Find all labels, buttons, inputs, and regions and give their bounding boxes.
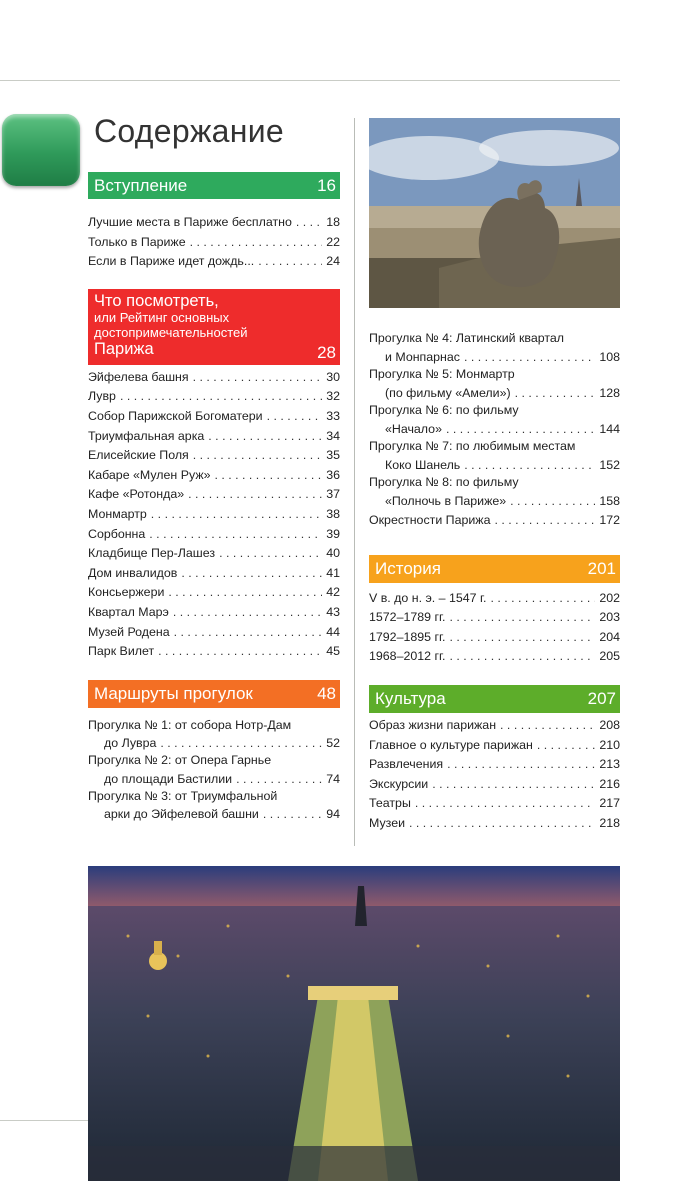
toc-entry[interactable]: Консьержери . . . 42: [88, 583, 340, 603]
toc-entry[interactable]: 1792–1895 гг. . . . 204: [369, 628, 620, 648]
toc-entry[interactable]: Прогулка № 6: по фильму «Начало» . . . 144: [369, 402, 620, 438]
history-section: [369, 555, 620, 667]
bottom-left-rule: [0, 1120, 88, 1121]
toc-entry[interactable]: Лучшие места в Париже бесплатно . . . 18: [88, 213, 340, 233]
routes-page: 48: [317, 683, 336, 703]
sights-label-3: достопримечательностей: [94, 324, 248, 340]
toc-entry[interactable]: Кафе «Ротонда» . . . 37: [88, 485, 340, 505]
culture-section: [369, 685, 620, 834]
toc-entry[interactable]: Музей Родена . . . 44: [88, 623, 340, 643]
toc-entry[interactable]: Театры . . . 217: [369, 794, 620, 814]
sights-label-1: Что посмотреть,: [94, 291, 219, 310]
left-column: [88, 172, 340, 823]
toc-entry[interactable]: Эйфелева башня . . . 30: [88, 368, 340, 388]
culture-list: [369, 716, 620, 834]
toc-entry[interactable]: Развлечения . . . 213: [369, 755, 620, 775]
intro-header[interactable]: [88, 172, 340, 199]
column-divider: [354, 118, 355, 846]
culture-page: 207: [587, 688, 616, 708]
top-rule: [0, 80, 620, 81]
toc-entry[interactable]: V в. до н. э. – 1547 г. . . . 202: [369, 589, 620, 609]
sights-list: [88, 368, 340, 662]
toc-entry[interactable]: Только в Париже . . . 22: [88, 233, 340, 253]
sights-label-4: Парижа: [94, 339, 154, 358]
toc-entry[interactable]: 1968–2012 гг. . . . 205: [369, 647, 620, 667]
history-list: [369, 589, 620, 667]
toc-entry[interactable]: Окрестности Парижа . . . 172: [369, 511, 620, 531]
sights-label-2: или Рейтинг основных: [94, 309, 230, 325]
routes-header[interactable]: [88, 680, 340, 708]
routes-label: Маршруты прогулок: [94, 683, 253, 703]
intro-list: [88, 213, 340, 272]
toc-entry[interactable]: Прогулка № 5: Монмартр (по фильму «Амели») . . . 128: [369, 366, 620, 402]
toc-entry[interactable]: Кабаре «Мулен Руж» . . . 36: [88, 466, 340, 486]
toc-entry[interactable]: Прогулка № 7: по любимым местам Коко Шанель . . . 152: [369, 438, 620, 474]
toc-entry[interactable]: Собор Парижской Богоматери . . . 33: [88, 407, 340, 427]
toc-entry[interactable]: Елисейские Поля . . . 35: [88, 446, 340, 466]
intro-section: [88, 172, 340, 272]
toc-entry[interactable]: Квартал Марэ . . . 43: [88, 603, 340, 623]
paris-night-photo: [88, 866, 620, 1181]
toc-entry[interactable]: Прогулка № 4: Латинский квартал и Монпарнас . . . 108: [369, 330, 620, 366]
history-header[interactable]: [369, 555, 620, 583]
toc-entry[interactable]: Главное о культуре парижан . . . 210: [369, 736, 620, 756]
toc-entry[interactable]: Если в Париже идет дождь... . . . 24: [88, 252, 340, 272]
walks-list: [369, 330, 620, 531]
toc-entry[interactable]: Триумфальная арка . . . 34: [88, 427, 340, 447]
toc-entry[interactable]: Прогулка № 1: от собора Нотр-Дам до Лувра . . . 52: [88, 717, 340, 753]
toc-entry[interactable]: Парк Вилет . . . 45: [88, 642, 340, 662]
culture-label: Культура: [375, 688, 446, 708]
routes-section: [88, 680, 340, 824]
intro-label: Вступление: [94, 175, 188, 195]
toc-entry[interactable]: Прогулка № 8: по фильму «Полночь в Париже» . . . 158: [369, 474, 620, 510]
sights-header[interactable]: [88, 289, 340, 365]
toc-entry[interactable]: Музеи . . . 218: [369, 814, 620, 834]
toc-entry[interactable]: Кладбище Пер-Лашез . . . 40: [88, 544, 340, 564]
toc-entry[interactable]: Дом инвалидов . . . 41: [88, 564, 340, 584]
history-page: 201: [587, 558, 616, 578]
toc-entry[interactable]: Прогулка № 2: от Опера Гарнье до площади Бастилии . . . 74: [88, 752, 340, 788]
toc-entry[interactable]: Лувр . . . 32: [88, 387, 340, 407]
routes-list: [88, 717, 340, 824]
city-illustration: [88, 866, 620, 1181]
history-label: История: [375, 558, 441, 578]
toc-entry[interactable]: Экскурсии . . . 216: [369, 775, 620, 795]
sights-page: 28: [317, 342, 336, 362]
intro-page: 16: [317, 175, 336, 195]
toc-entry[interactable]: Монмартр . . . 38: [88, 505, 340, 525]
gargoyle-photo: [369, 118, 620, 308]
page-title: Содержание: [94, 113, 285, 149]
toc-entry[interactable]: Прогулка № 3: от Триумфальной арки до Эйфелевой башни . . . 94: [88, 788, 340, 824]
right-column: [369, 330, 620, 834]
culture-header[interactable]: [369, 685, 620, 713]
toc-entry[interactable]: 1572–1789 гг. . . . 203: [369, 608, 620, 628]
toc-entry[interactable]: Образ жизни парижан . . . 208: [369, 716, 620, 736]
section-tab: [2, 114, 80, 186]
toc-entry[interactable]: Сорбонна . . . 39: [88, 525, 340, 545]
gargoyle-illustration: [369, 118, 620, 308]
sights-section: [88, 289, 340, 662]
